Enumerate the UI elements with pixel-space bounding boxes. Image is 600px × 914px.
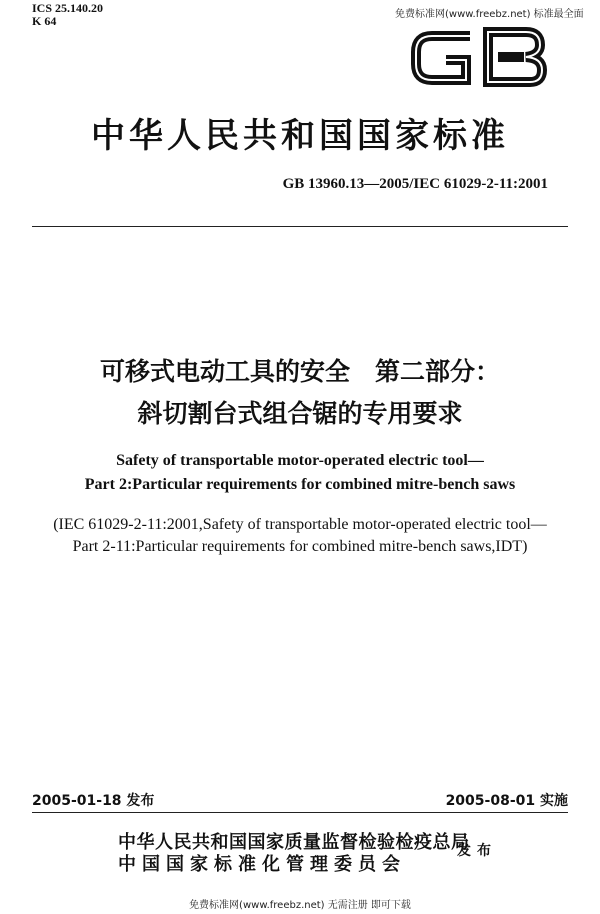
ccs-code: K 64 xyxy=(32,14,57,28)
chinese-title-line2: 斜切割台式组合锯的专用要求 xyxy=(137,399,463,428)
english-title-line1: Safety of transportable motor-operated electric tool— xyxy=(116,452,484,469)
english-title-line2: Part 2:Particular requirements for combined mitre-bench saws xyxy=(84,476,516,493)
issuer-line2: 中国国家标准化管理委员会 xyxy=(118,854,406,875)
publish-label: 发布 xyxy=(457,843,497,859)
watermark-top: 免费标准网(www.freebz.net) 标准最全面 xyxy=(395,9,584,20)
issue-date: 2005-01-18 发布 xyxy=(32,793,155,809)
chinese-title-line1: 可移式电动工具的安全 第二部分： xyxy=(99,357,500,386)
issuer-line1: 中华人民共和国国家质量监督检验检疫总局 xyxy=(118,832,470,853)
standard-category-title: 中华人民共和国国家标准 xyxy=(91,116,509,156)
gb-logo xyxy=(402,22,552,92)
idt-reference-line2: Part 2-11:Particular requirements for combined mitre-bench saws,IDT) xyxy=(72,538,528,555)
idt-reference-line1: (IEC 61029-2-11:2001,Safety of transportable motor-operated electric tool— xyxy=(53,516,547,533)
ics-code: ICS 25.140.20 xyxy=(32,1,104,15)
footer-divider xyxy=(32,812,568,813)
header-divider xyxy=(32,226,568,227)
implement-date: 2005-08-01 实施 xyxy=(445,793,568,809)
ics-code-block xyxy=(32,2,103,28)
gb-logo-icon xyxy=(416,32,542,82)
standard-number: GB 13960.13—2005/IEC 61029-2-11:2001 xyxy=(282,176,548,192)
watermark-bottom: 免费标准网(www.freebz.net) 无需注册 即可下载 xyxy=(189,900,411,911)
